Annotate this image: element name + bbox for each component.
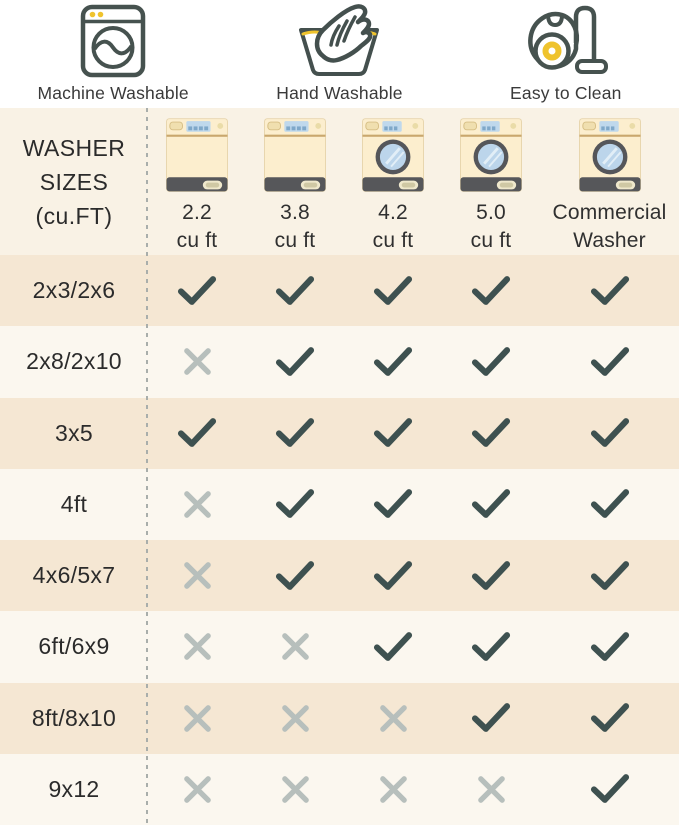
table-row [0, 469, 679, 540]
top-load-washer-icon [166, 118, 228, 192]
vacuum-icon [524, 3, 608, 79]
column-label: 5.0 cu ft [470, 201, 512, 252]
row-label: 8ft/8x10 [31, 704, 117, 731]
check-icon [148, 398, 246, 469]
column-label: Commercial Washer [552, 201, 667, 252]
check-icon [540, 326, 679, 397]
check-icon [540, 683, 679, 754]
table-row [0, 754, 679, 825]
check-icon [442, 326, 540, 397]
check-icon [344, 326, 442, 397]
check-icon [442, 611, 540, 682]
column-header-3-8 [246, 108, 344, 255]
feature-machine-washable [0, 0, 226, 108]
x-icon [246, 611, 344, 682]
check-icon [344, 255, 442, 326]
x-icon [148, 469, 246, 540]
corner-line: SIZES [39, 168, 109, 195]
row-label: 6ft/6x9 [38, 633, 110, 660]
check-icon [540, 754, 679, 825]
x-icon [246, 683, 344, 754]
check-icon [344, 398, 442, 469]
table-row [0, 326, 679, 397]
check-icon [344, 469, 442, 540]
check-icon [246, 398, 344, 469]
column-label: 3.8 cu ft [274, 201, 316, 252]
x-icon [148, 326, 246, 397]
check-icon [442, 540, 540, 611]
x-icon [344, 683, 442, 754]
washing-machine-icon [80, 3, 146, 79]
check-icon [540, 255, 679, 326]
column-label: 2.2 cu ft [176, 201, 218, 252]
column-header-5-0 [442, 108, 540, 255]
front-load-washer-icon [460, 118, 522, 192]
check-icon [442, 398, 540, 469]
row-label: 3x5 [55, 419, 93, 446]
check-icon [344, 540, 442, 611]
corner-line: WASHER [22, 134, 126, 161]
front-load-washer-icon [579, 118, 641, 192]
x-icon [344, 754, 442, 825]
row-label: 2x3/2x6 [32, 277, 116, 304]
check-icon [246, 540, 344, 611]
care-legend [0, 0, 679, 108]
x-icon [442, 754, 540, 825]
feature-label: Hand Washable [276, 83, 403, 103]
column-header-commercial [540, 108, 679, 255]
check-icon [148, 255, 246, 326]
check-icon [246, 255, 344, 326]
hand-wash-icon [293, 3, 385, 79]
column-header-2-2 [148, 108, 246, 255]
feature-easy-to-clean [453, 0, 679, 108]
front-load-washer-icon [362, 118, 424, 192]
x-icon [246, 754, 344, 825]
feature-label: Easy to Clean [510, 83, 622, 103]
table-body [0, 255, 679, 825]
table-row [0, 255, 679, 326]
row-label: 9x12 [48, 775, 100, 802]
feature-label: Machine Washable [37, 83, 189, 103]
check-icon [344, 611, 442, 682]
corner-line: (cu.FT) [35, 202, 113, 229]
check-icon [442, 255, 540, 326]
washer-size-table [0, 108, 679, 825]
check-icon [246, 469, 344, 540]
column-header-4-2 [344, 108, 442, 255]
table-header-row [0, 108, 679, 255]
column-label: 4.2 cu ft [372, 201, 414, 252]
check-icon [442, 683, 540, 754]
table-row [0, 540, 679, 611]
table-row [0, 683, 679, 754]
row-label: 4x6/5x7 [32, 562, 116, 589]
x-icon [148, 611, 246, 682]
check-icon [540, 611, 679, 682]
check-icon [442, 469, 540, 540]
x-icon [148, 754, 246, 825]
corner-header [0, 108, 148, 255]
check-icon [540, 469, 679, 540]
check-icon [540, 398, 679, 469]
x-icon [148, 540, 246, 611]
check-icon [246, 326, 344, 397]
table-row [0, 611, 679, 682]
row-label: 4ft [60, 490, 88, 517]
row-label: 2x8/2x10 [26, 348, 122, 375]
x-icon [148, 683, 246, 754]
feature-hand-washable [226, 0, 452, 108]
table-row [0, 398, 679, 469]
top-load-washer-icon [264, 118, 326, 192]
check-icon [540, 540, 679, 611]
